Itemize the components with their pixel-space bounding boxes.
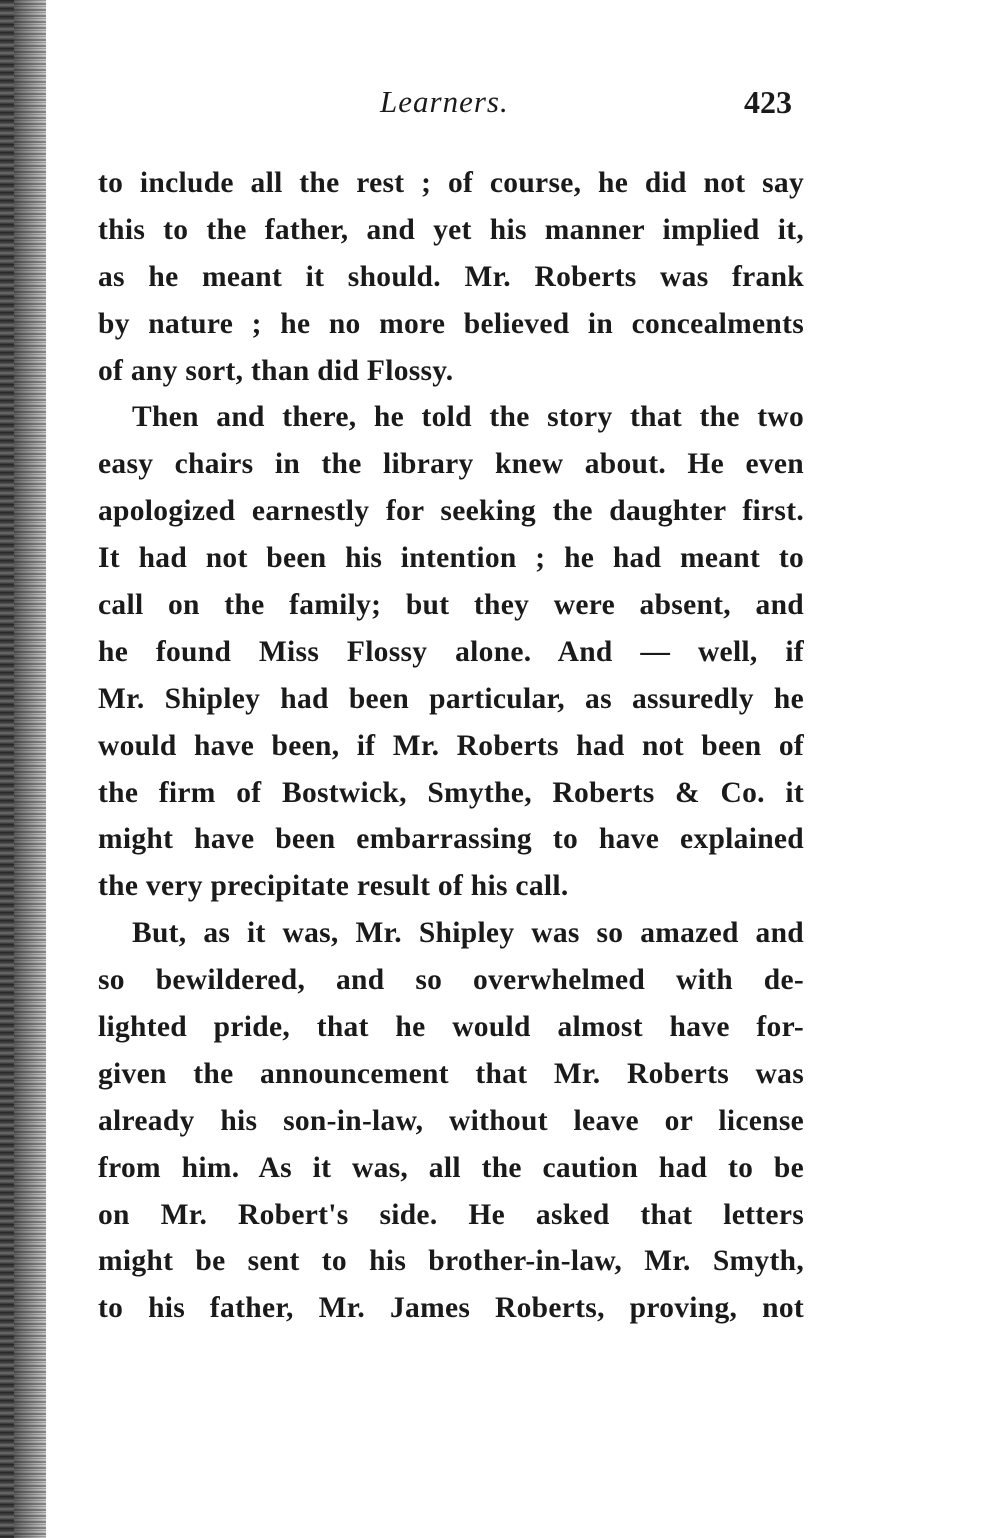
- text-line: But, as it was, Mr. Shipley was so amazed and: [132, 917, 804, 950]
- text-line: to his father, Mr. James Roberts, proving, not: [98, 1292, 804, 1325]
- text-line: given the announcement that Mr. Roberts was: [98, 1057, 804, 1090]
- text-line: as he meant it should. Mr. Roberts was frank: [98, 260, 804, 293]
- text-line: the very precipitate result of his call.: [98, 870, 569, 903]
- text-line: the firm of Bostwick, Smythe, Roberts & Co. it: [98, 776, 804, 809]
- text-line: easy chairs in the library knew about. He even: [98, 448, 804, 481]
- text-line: apologized earnestly for seeking the daughter first.: [98, 495, 804, 528]
- text-line: It had not been his intention ; he had meant to: [98, 542, 804, 575]
- text-line: of any sort, than did Flossy.: [98, 354, 454, 387]
- text-line: to include all the rest ; of course, he did not say: [98, 167, 804, 199]
- running-title: Learners.: [380, 84, 509, 119]
- text-line: lighted pride, that he would almost have for-: [98, 1011, 804, 1044]
- page-number: 423: [744, 84, 792, 120]
- text-line: might be sent to his brother-in-law, Mr. Smyth,: [98, 1245, 804, 1278]
- text-line: he found Miss Flossy alone. And — well, if: [98, 635, 804, 668]
- page-binding-edge: [0, 0, 46, 1538]
- text-line: already his son-in-law, without leave or license: [98, 1104, 804, 1137]
- body-text: [98, 160, 804, 1332]
- paragraph-3: [98, 910, 804, 1332]
- text-line: from him. As it was, all the caution had to be: [98, 1151, 804, 1184]
- text-line: Mr. Shipley had been particular, as assuredly he: [98, 682, 804, 715]
- text-line: would have been, if Mr. Roberts had not been of: [98, 729, 804, 762]
- text-line: might have been embarrassing to have explained: [98, 823, 804, 856]
- text-line: call on the family; but they were absent, and: [98, 589, 804, 622]
- text-line: so bewildered, and so overwhelmed with de-: [98, 964, 804, 997]
- text-line: on Mr. Robert's side. He asked that letters: [98, 1198, 804, 1231]
- paragraph-2: [98, 394, 804, 910]
- paragraph-1: [98, 160, 804, 394]
- text-line: Then and there, he told the story that the two: [132, 401, 804, 434]
- text-line: this to the father, and yet his manner implied it,: [98, 213, 804, 246]
- text-line: by nature ; he no more believed in concealments: [98, 307, 804, 340]
